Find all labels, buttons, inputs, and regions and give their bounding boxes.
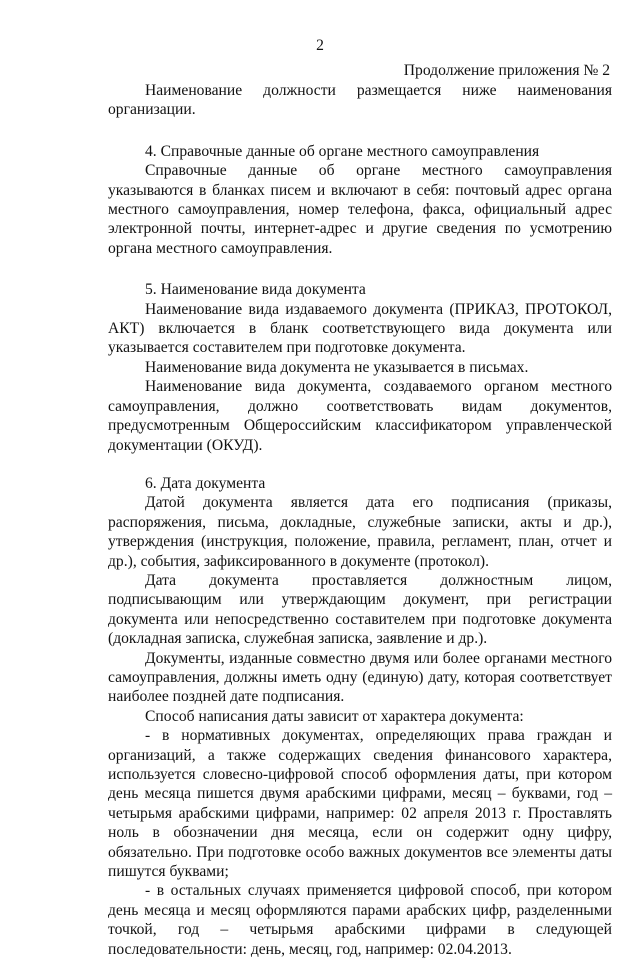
section-5-heading: 5. Наименование вида документа: [145, 281, 366, 299]
section-6-paragraph-4: Способ написания даты зависит от характера документа:: [145, 707, 524, 725]
document-body: [108, 81, 612, 959]
section-4-heading: 4. Справочные данные об органе местного самоуправления: [145, 142, 540, 160]
section-6-paragraph-3: Документы, изданные совместно двумя или более органами местного самоуправления, должны иметь одну (единую) дату, которая соответствует наиболее поздней дате подписания.: [108, 649, 612, 706]
section-6-paragraph-2: Дата документа проставляется должностным лицом, подписывающим или утверждающим документ, при регистрации документа или непосредственно составителем при подготовке документа (докладная записка, служебная записка, заявление и др.).: [108, 571, 612, 648]
section-5-paragraph-1: Наименование вида издаваемого документа (ПРИКАЗ, ПРОТОКОЛ, АКТ) включается в бланк соответствующего вида документа или указывается составителем при подготовке документа.: [108, 300, 612, 357]
section-6-paragraph-5: - в нормативных документах, определяющих права граждан и организаций, а также содержащих сведения финансового характера, используется словесно-цифровой способ оформления даты, при котором день месяца пишется двумя арабскими цифрами, месяц – буквами, год – четырьмя арабскими цифрами, например: 02 апреля 2013 г. Проставлять ноль в обозначении дня месяца, если он содержит одну цифру, обязательно. При подготовке особо важных документов все элементы даты пишутся буквами;: [108, 727, 612, 881]
section-6-paragraph-1: Датой документа является дата его подписания (приказы, распоряжения, письма, докладные, служебные записки, акты и др.), утверждения (инструкция, положение, правила, регламент, план, отчет и др.), события, зафиксированного в документе (протокол).: [108, 494, 612, 570]
page-number: 2: [316, 37, 324, 54]
section-5-paragraph-3: Наименование вида документа, создаваемого органом местного самоуправления, должно соответствовать видам документов, предусмотренным Общероссийским классификатором управленческой документации (ОКУД).: [108, 378, 612, 454]
intro-paragraph: Наименование должности размещается ниже наименования организации.: [108, 82, 612, 119]
appendix-note: Продолжение приложения № 2: [403, 62, 610, 79]
section-4-paragraph: Справочные данные об органе местного самоуправления указываются в бланках писем и включают в себя: почтовый адрес органа местного самоуправления, номер телефона, факса, официальный адрес электронной почты, интернет-адрес и другие сведения по усмотрению органа местного самоуправления.: [108, 162, 612, 257]
section-6-heading: 6. Дата документа: [145, 474, 266, 492]
section-5-paragraph-2: Наименование вида документа не указывается в письмах.: [145, 358, 529, 376]
section-6-paragraph-6: - в остальных случаях применяется цифровой способ, при котором день месяца и месяц оформляются парами арабских цифр, разделенными точкой, год – четырьмя арабскими цифрами в следующей последовательности: день, месяц, год, например: 02.04.2013.: [108, 882, 612, 958]
